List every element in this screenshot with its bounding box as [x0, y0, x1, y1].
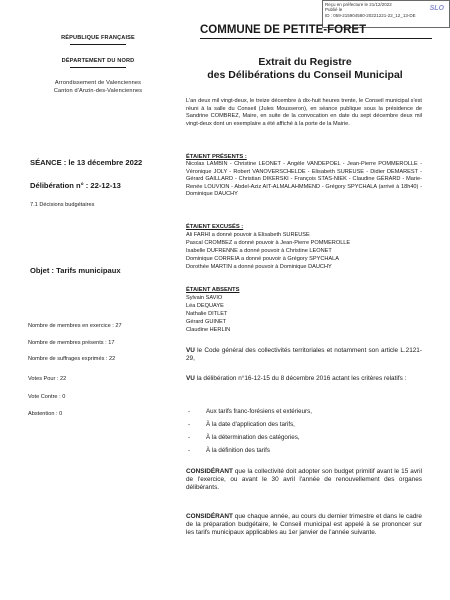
absent-item: Sylvain SAVIO: [186, 295, 223, 301]
presents-list: Nicolas LAMBIN - Christine LEONET - Angèle VANDEPOEL - Jean-Pierre POMMEROLLE - Véronique JOLY - Robert VANOVERSCHELDE - Elisabeth SUREUSE - Didier DEMAREST - Gérard GAILLARD - Christian DIKERSKI - François STAS-NIEK - Claudine GÉRARD - Marie-Renée LOUVION - Abdel-Aziz AIT-ALMALAHMMEND - Grégory SPYCHALA (arrivé à 18h40) - Dominique DAUCHY: [186, 161, 422, 198]
stamp-logo: SLO: [429, 5, 444, 12]
stamp-line: Reçu en préfecture le 21/12/2022: [325, 2, 392, 7]
considerant-text: que la collectivité doit adopter son budget primitif avant le 15 avril de l'exercice, ou avant le 30 avril l'année de renouvellement des organes délibérants.: [186, 468, 422, 492]
domaine-label: 7.1 Décisions budgétaires: [30, 202, 95, 208]
vu-text: la délibération n°16-12-15 du 8 décembre 2016 actant les critères relatifs :: [194, 375, 407, 382]
considerant-text: que chaque année, au cours du dernier trimestre et dans le cadre de la préparation budgétaire, le Conseil municipal est appelé à se prononcer sur les tarifs municipaux applicables au 1er janvier de l'année suivante.: [186, 513, 422, 537]
considerant-paragraph: [186, 513, 422, 538]
presents-heading: ÉTAIENT PRÉSENTS :: [186, 154, 247, 160]
header-divider: [70, 44, 126, 45]
departement-label: DÉPARTEMENT DU NORD: [61, 58, 135, 64]
excuse-item: Dorothée MARTIN a donné pouvoir à Dominique DAUCHY: [186, 264, 332, 270]
excuses-heading: ÉTAIENT EXCUSÉS :: [186, 224, 244, 230]
excuse-item: Ali FARHI a donné pouvoir à Elisabeth SUREUSE: [186, 232, 310, 238]
count-exercice: Nombre de membres en exercice : 27: [28, 323, 122, 329]
header-divider: [70, 67, 126, 68]
commune-underline: [200, 38, 432, 39]
vu-paragraph: [186, 347, 422, 364]
absent-item: Claudine HERLIN: [186, 327, 231, 333]
excuse-item: Isabelle DUFRENNE a donné pouvoir à Christine LEONET: [186, 248, 332, 254]
votes-pour: Votes Pour : 22: [28, 376, 67, 382]
intro-paragraph: L'an deux mil vingt-deux, le treize décembre à dix-huit heures trente, le Conseil municipal s'est réuni à la salle du Conseil (Jules Mousseron), en séance publique sous la présidence de Sandrine COMBREZ, Maire, en suite de la convocation en date du sept décembre deux mil vingt-deux dont un exemplaire a été affiché à la porte de la Mairie.: [186, 98, 422, 127]
stamp-line: Publié le: [325, 7, 343, 13]
considerant-paragraph: [186, 468, 422, 493]
considerant-lead: CONSIDÉRANT: [186, 513, 233, 520]
criteria-item: - À la date d'application des tarifs,: [188, 421, 295, 428]
excuse-item: Pascal CROMBEZ a donné pouvoir à Jean-Pierre POMMEROLLE: [186, 240, 351, 246]
votes-contre: Vote Contre : 0: [28, 394, 66, 400]
criteria-item: - À la détermination des catégories,: [188, 434, 300, 441]
document-subtitle: des Délibérations du Conseil Municipal: [207, 69, 403, 81]
absent-item: Léa DEQUAYE: [186, 303, 224, 309]
vu-text: le Code général des collectivités territoriales et notamment son article L.2121-29,: [186, 347, 422, 363]
canton-label: Canton d'Anzin-des-Valenciennes: [53, 88, 143, 94]
stamp-line: ID : 059-215904580-20221221-22_12_13-DE: [325, 12, 416, 18]
abstention-count: Abstention : 0: [28, 411, 63, 417]
excuse-item: Dominique CORREIA a donné pouvoir à Grégory SPYCHALA: [186, 256, 339, 262]
count-suffrages: Nombre de suffrages exprimés : 22: [28, 356, 116, 362]
commune-name: COMMUNE DE PETITE-FORET: [200, 24, 367, 36]
criteria-item: - À la définition des tarifs: [188, 447, 270, 454]
vu-paragraph: [186, 375, 422, 383]
considerant-lead: CONSIDÉRANT: [186, 468, 233, 475]
seance-date: SÉANCE : le 13 décembre 2022: [30, 158, 143, 167]
absent-item: Nathalie DITLET: [186, 311, 228, 317]
vu-lead: VU: [186, 347, 195, 354]
absents-heading: ÉTAIENT ABSENTS: [186, 287, 240, 293]
criteria-item: - Aux tarifs franc-forésiens et extérieurs,: [188, 408, 312, 415]
republique-label: RÉPUBLIQUE FRANÇAISE: [61, 35, 135, 41]
vu-lead: VU: [186, 375, 195, 382]
deliberation-number: Délibération n° : 22-12-13: [30, 181, 121, 190]
objet-label: Objet : Tarifs municipaux: [30, 266, 121, 275]
count-presents: Nombre de membres présents : 17: [28, 340, 115, 346]
document-title: Extrait du Registre: [258, 56, 352, 68]
arrondissement-label: Arrondissement de Valenciennes: [54, 80, 142, 86]
absent-item: Gérard GUINET: [186, 319, 227, 325]
